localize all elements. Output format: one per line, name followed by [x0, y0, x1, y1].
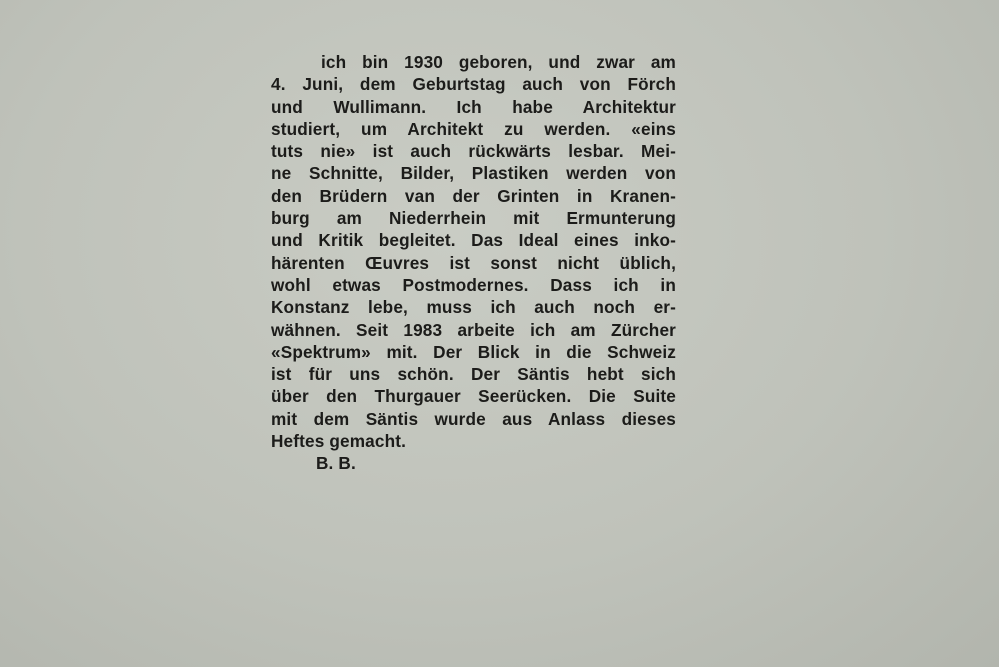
text-line: tuts nie» ist auch rückwärts lesbar. Mei- [271, 141, 676, 162]
text-line: ist für uns schön. Der Säntis hebt sich [271, 364, 676, 385]
text-line: ich bin 1930 geboren, und zwar am [321, 52, 676, 72]
text-line: Heftes gemacht. [271, 431, 407, 452]
text-line: «Spektrum» mit. Der Blick in die Schweiz [271, 341, 676, 362]
text-line: mit dem Säntis wurde aus Anlass dieses [271, 408, 676, 429]
text-line: ne Schnitte, Bilder, Plastiken werden von [271, 163, 676, 184]
text-line: burg am Niederrhein mit Ermunterung [271, 208, 676, 229]
text-line: und Wullimann. Ich habe Architektur [271, 96, 676, 117]
text-line: wähnen. Seit 1983 arbeite ich am Zürcher [271, 319, 676, 340]
text-line: Konstanz lebe, muss ich auch noch er- [271, 297, 676, 318]
text-line: über den Thurgauer Seerücken. Die Suite [271, 386, 676, 407]
text-line: und Kritik begleitet. Das Ideal eines inko- [271, 230, 676, 251]
body-text [271, 51, 676, 475]
text-line: wohl etwas Postmodernes. Dass ich in [271, 274, 676, 295]
text-line: 4. Juni, dem Geburtstag auch von Förch [271, 74, 676, 95]
text-line: den Brüdern van der Grinten in Kranen- [271, 185, 676, 206]
text-line: härenten Œuvres ist sonst nicht üblich, [271, 252, 676, 273]
text-line: studiert, um Architekt zu werden. «eins [271, 118, 676, 139]
signature: B. B. [316, 453, 356, 474]
